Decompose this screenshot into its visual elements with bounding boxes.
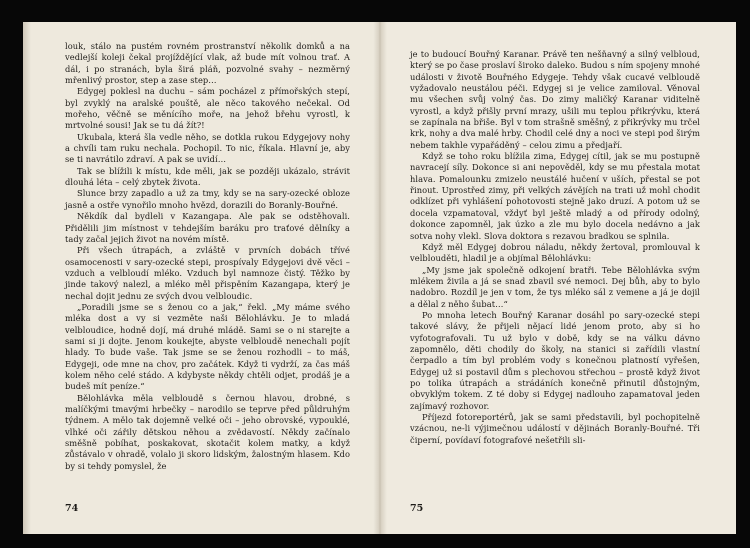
paragraph: „My jsme jak společně odkojení bratři. Tebe Bělohlávka svým mlékem živila a já se snad zbavil své nemoci. Dej bůh, aby to bylo nadobro. Rozdíl je jen v tom, že tys mléko sál z vemene a já je dojil a dělal z něho šubat…“: [410, 264, 700, 309]
paragraph: Když měl Edygej dobrou náladu, někdy žertoval, promlouval k velblouděti, hladil je a objímal Bělohlávku:: [410, 241, 700, 264]
left-page: [23, 22, 380, 534]
paragraph: Příjezd fotoreportérů, jak se sami představili, byl pochopitelně vzácnou, ne-li výjimečnou událostí v dějinách Boranly-Bouřné. Tři čiperní, povídaví fotografové nešetřili sli-: [410, 412, 700, 445]
open-book: [23, 22, 736, 534]
left-page-text: [65, 41, 350, 472]
paragraph: Bělohlávka měla velbloudě s černou hlavou, drobné, s malíčkými tmavými hrbečky – narodilo se teprve před půldruhým týdnem. A mělo tak dojemně velké oči – jeho obrovské, vypouklé, vlhké oči zářily dětskou něhou a zvědavostí. Někdy začínalo směšně pobíhat, poskakovat, skotačit kolem matky, a když zůstávalo v ohradě, volalo ji skoro lidským, žalostným hlasem. Kdo by si tehdy pomyslel, že: [65, 392, 350, 471]
paragraph: Po mnoha letech Bouřný Karanar dosáhl po sary-ozecké stepi takové slávy, že přijeli nějací lidé jenom proto, aby si ho vyfotografovali. Tu už bylo v době, kdy se na válku dávno zapomnělo, děti chodily do školy, na stanici si zařídili vlastní čerpadlo a tím byl problém vody s konečnou platností vyřešen, Edygej už si postavil dům s plechovou střechou – prostě když život po tolika útrapách a strádáních konečně přinutil důstojným, obvyklým tokem. Z té doby si Edygej nadlouho zapamatoval jeden zajímavý rozhovor.: [410, 309, 700, 411]
paragraph: Při všech útrapách, a zvláště v prvních dobách třívé osamocenosti v sary-ozecké stepi, prospívaly Edygejovi dvě věci – vzduch a velbloudí mléko. Vzduch byl namnoze čistý. Těžko by jinde takový nalezl, a mléko měl přispěním Kazangapa, který je nechal dojit jednu ze svých dvou velbloudic.: [65, 245, 350, 301]
paragraph: „Poradili jsme se s ženou co a jak,“ řekl. „My máme svého mléka dost a vy si vezměte naši Bělohlávku. Je to mladá velbloudice, hodně dojí, má druhé mládě. Sami se o ni starejte a sami si ji dojte. Jenom koukejte, abyste velbloudě nenechali pojít hlady. To bude vaše. Tak jsme se se ženou rozhodli – to máš, Edygeji, ode mne na chov, pro začátek. Když ti vydrží, za čas máš kolem něho celé stádo. A kdybyste někdy chtěli odjet, prodáš je a budeš mít peníze.“: [65, 301, 350, 392]
page-number: 75: [410, 503, 424, 514]
paragraph: louk, stálo na pustém rovném prostranství několik domků a na vedlejší koleji čekal projíždějící vlak, až bude mít volnou trať. A dál, i po stranách, byla širá pláň, pozvolné svahy – nezměrný mřenlivý prostor, step a zase step…: [65, 41, 350, 86]
paragraph: Někdík dal bydleli v Kazangapa. Ale pak se odstěhovali. Přidělili jim místnost v tehdejším baráku pro traťové dělníky a tady začal jejich život na novém místě.: [65, 211, 350, 244]
paragraph: Edygej poklesl na duchu – sám pocházel z přímořských stepí, byl zvyklý na aralské pouště, ale něco takového nečekal. Od mořeho, věčně se měnícího moře, na jehož břehu vyrostl, k mrtvolné sousi! Jak se tu dá žít?!: [65, 86, 350, 131]
paragraph: Když se toho roku blížila zima, Edygej cítil, jak se mu postupně navracejí síly. Dokonce si ani nepověděl, kdy se mu přestala motat hlava. Pomalounku zmizelo neustálé hučení v uších, přestal se pot řinout. Uprostřed zimy, při velkých závějích na trati už mohl chodit odklízet při vyhlášení pohotovosti stejně jako druzí. A potom už se docela vzpamatoval, vždyť byl ještě mladý a od přírody odolný, dokonce zapomněl, jak úzko a zle mu bylo docela nedávno a jak sotva nohy vlekl. Slova doktora s rezavou bradkou se splnila.: [410, 151, 700, 241]
paragraph: Slunce brzy zapadlo a už za tmy, kdy se na sary-ozecké obloze jasně a ostře vynořilo mnoho hvězd, dorazili do Boranly-Bouřné.: [65, 188, 350, 210]
right-page-text: [410, 49, 700, 446]
paragraph: Ukubala, která šla vedle něho, se dotkla rukou Edygejovy nohy a chvíli tam ruku nechala. Pochopil. To nic, říkala. Hlavní je, aby se ti navrátilo zdraví. A pak se uvidí…: [65, 131, 350, 165]
paragraph: je to budoucí Bouřný Karanar. Právě ten nešňavný a silný velbloud, který se po čase proslaví široko daleko. Budou s ním spojeny mnohé události v životě Bouřného Edygeje. Tehdy však cucavé velbloudě vyžadovalo neustálou péči. Edygej si je velice zamiloval. Věnoval mu všechen svůj volný čas. Do zimy maličký Karanar viditelně vyrostl, a když přišly prvnı́ mrazy, ušili mu teplou přikrývku, která se zapínala na břiše. Byl v tom strašně směšný, z přikrývky mu trčel krk, nohy a dva malé hrby. Chodil celé dny a noci ve stepi pod širým nebem takhle vypařáděný – celou zimu a předjaří.: [410, 49, 700, 150]
page-edge: [23, 22, 31, 534]
right-page: [380, 22, 736, 534]
page-number: 74: [65, 503, 79, 514]
book-gutter: [373, 22, 387, 534]
paragraph: Tak se blížili k místu, kde měli, jak se později ukázalo, strávit dlouhá léta – celý zbytek života.: [65, 165, 350, 188]
